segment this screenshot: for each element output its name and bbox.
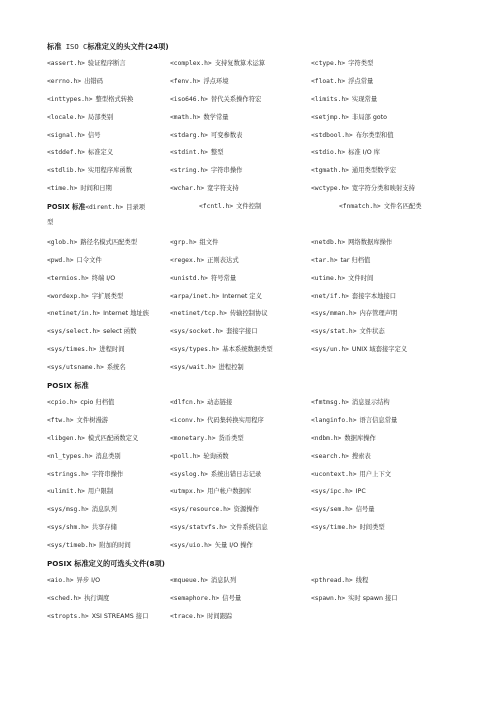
table-row: [47, 503, 467, 521]
header-desc: 字符串操作: [91, 470, 124, 478]
header-name: <termios.h>: [47, 274, 89, 282]
header-entry: [311, 450, 371, 464]
header-entry: [47, 325, 136, 339]
header-entry: [311, 468, 391, 482]
header-desc: Internet 地址族: [103, 310, 149, 318]
header-desc: 整型格式转换: [95, 95, 134, 103]
header-entry: [311, 75, 373, 89]
header-entry: [47, 468, 123, 482]
header-name: <strings.h>: [47, 470, 89, 478]
header-entry: [311, 432, 376, 446]
header-desc: select 函数: [103, 328, 137, 336]
header-desc: 时间类型: [359, 524, 385, 532]
header-desc: 消息类别: [95, 452, 121, 460]
header-desc: 轮询函数: [203, 452, 229, 460]
header-name: <assert.h>: [47, 60, 85, 67]
header-name: <tar.h>: [311, 256, 338, 264]
header-desc: Internet 定义: [222, 292, 262, 300]
table-row: [47, 75, 467, 93]
header-entry: [170, 468, 261, 482]
header-entry: [170, 432, 244, 446]
header-entry: [170, 236, 218, 250]
header-name: <libgen.h>: [47, 434, 85, 442]
heading-title: POSIX 标准: [47, 381, 89, 391]
header-entry: [170, 57, 265, 71]
header-name: <stdarg.h>: [170, 131, 208, 139]
header-desc: 正则表达式: [207, 256, 239, 264]
section-heading-posix-optional: [47, 557, 467, 574]
header-name: <sys/socket.h>: [170, 328, 224, 336]
header-desc: 基本系统数据类型: [222, 346, 273, 354]
header-name: <stdint.h>: [170, 149, 208, 157]
header-name: <iconv.h>: [170, 416, 205, 424]
header-entry: [311, 236, 392, 250]
header-entry: [311, 111, 387, 125]
header-desc: 目录项: [126, 204, 146, 212]
header-entry: [47, 432, 138, 446]
header-entry: [47, 57, 126, 71]
header-name: <cpio.h>: [47, 399, 78, 407]
header-name: <wchar.h>: [170, 185, 205, 193]
header-desc: 实用程序库函数: [87, 167, 132, 175]
header-desc: 文件树漫游: [76, 416, 109, 424]
header-entry: [311, 272, 373, 286]
header-entry: [170, 254, 239, 268]
header-entry: [47, 307, 149, 321]
header-desc: 用户帐户数据库: [207, 488, 252, 496]
header-entry: [170, 450, 229, 464]
header-desc: 局部类别: [87, 113, 114, 121]
table-row: [47, 361, 467, 379]
header-desc: 进程时间: [99, 346, 125, 354]
header-desc: 信号: [87, 131, 101, 139]
header-name: <monetary.h>: [170, 434, 216, 442]
header-entry: [47, 503, 117, 517]
header-entry: [170, 539, 253, 553]
header-desc: 口令文件: [76, 256, 102, 264]
header-table-posix-optional: [47, 574, 467, 628]
table-row: [47, 182, 467, 200]
header-name: <net/if.h>: [311, 292, 349, 300]
header-name: <sys/select.h>: [47, 328, 101, 336]
header-name: <sys/wait.h>: [170, 364, 216, 372]
header-entry: [170, 325, 258, 339]
header-name: <dirent.h>: [85, 204, 124, 212]
table-row: [47, 164, 467, 182]
header-desc: 替代关系操作符宏: [210, 95, 262, 103]
header-desc: 数学常量: [203, 113, 229, 121]
header-desc: 布尔类型和值: [355, 131, 394, 139]
header-desc: 执行调度: [84, 594, 110, 602]
header-entry: [311, 129, 393, 143]
header-name: <pthread.h>: [311, 577, 353, 585]
header-name: <netinet/in.h>: [47, 310, 101, 318]
header-name: <inttypes.h>: [47, 95, 93, 103]
header-name: <sys/msg.h>: [47, 506, 89, 514]
header-desc: 数据库操作: [344, 434, 376, 442]
header-name: <sys/ipc.h>: [311, 488, 353, 496]
header-desc: 符号常量: [210, 274, 237, 282]
header-entry: [170, 164, 242, 178]
header-name: <poll.h>: [170, 452, 201, 460]
posix-inline-label: POSIX 标准: [47, 203, 86, 212]
header-name: <aio.h>: [47, 577, 74, 585]
header-name: <stropts.h>: [47, 612, 89, 620]
header-desc: 网络数据库操作: [348, 238, 393, 246]
header-name: <stdbool.h>: [311, 131, 353, 139]
header-name: <setjmp.h>: [311, 113, 349, 121]
header-name: <sys/un.h>: [311, 346, 349, 354]
header-entry: [170, 574, 236, 588]
header-name: <string.h>: [170, 167, 208, 175]
header-entry: [47, 521, 117, 535]
header-desc: 字符类型: [348, 60, 374, 67]
heading-title: POSIX 标准定义的可选头文件: [47, 559, 147, 569]
header-name: <syslog.h>: [170, 470, 208, 478]
header-name: <grp.h>: [170, 238, 197, 246]
header-desc: 货币类型: [218, 434, 244, 442]
header-name: <pwd.h>: [47, 256, 74, 264]
header-name: <sys/shm.h>: [47, 524, 89, 532]
header-entry: [311, 343, 407, 357]
header-name: <unistd.h>: [170, 274, 208, 282]
document-page: [47, 40, 467, 628]
table-row: [47, 325, 467, 343]
header-name: <sched.h>: [47, 594, 82, 602]
header-entry: [170, 592, 241, 606]
header-desc: 套接字接口: [226, 328, 258, 336]
header-name: <netdb.h>: [311, 238, 346, 246]
table-row: [47, 290, 467, 308]
header-desc: 信号量: [222, 594, 242, 602]
header-desc: 线程: [355, 577, 369, 585]
header-entry: [311, 325, 385, 339]
table-row: [47, 592, 467, 610]
header-name: <ucontext.h>: [311, 470, 357, 478]
header-entry: [170, 610, 232, 624]
header-name: <sys/time.h>: [311, 524, 357, 532]
header-entry: [47, 592, 109, 606]
header-name: <stddef.h>: [47, 149, 85, 157]
header-desc: 字扩展类型: [91, 292, 124, 300]
header-name: <wordexp.h>: [47, 292, 89, 300]
header-name: <fmtmsg.h>: [311, 399, 349, 407]
header-name: <semaphore.h>: [170, 594, 220, 602]
header-name: <float.h>: [311, 77, 346, 85]
table-row: [47, 254, 467, 272]
header-desc: 可变参数表: [210, 131, 243, 139]
header-desc: 路径名模式匹配类型: [80, 238, 138, 246]
header-entry: [170, 485, 251, 499]
header-desc: 组文件: [199, 238, 219, 246]
header-desc: 浮点常量: [348, 77, 374, 85]
wrapped-text-tail: 型: [47, 219, 54, 227]
header-name: <sys/statvfs.h>: [170, 524, 227, 532]
header-entry: [170, 361, 244, 375]
header-desc: 文件系统信息: [229, 524, 268, 532]
header-name: <wctype.h>: [311, 185, 349, 193]
header-entry: [47, 574, 100, 588]
header-name: <time.h>: [47, 185, 78, 193]
header-name: <mqueue.h>: [170, 577, 208, 585]
header-name: <sys/uio.h>: [170, 542, 212, 550]
header-entry: [311, 396, 390, 410]
header-entry: [47, 450, 121, 464]
header-desc: 信号量: [355, 506, 375, 514]
header-name: <nl_types.h>: [47, 452, 93, 460]
header-entry: [47, 539, 131, 553]
header-entry: [47, 111, 113, 125]
header-desc: 时间跟踪: [207, 612, 233, 620]
table-row: [47, 468, 467, 486]
header-desc: 标准 I/O 库: [348, 149, 380, 157]
header-entry: [170, 129, 242, 143]
header-entry: [47, 396, 114, 410]
header-desc: 标准定义: [87, 149, 114, 157]
table-row: [47, 485, 467, 503]
header-desc: UNIX 域套接字定义: [351, 346, 408, 354]
header-name: <spawn.h>: [311, 594, 346, 602]
header-desc: 文件时间: [348, 274, 374, 282]
header-desc: cpio 归档值: [80, 399, 115, 407]
header-name: <sys/timeb.h>: [47, 542, 97, 550]
table-row: [47, 307, 467, 325]
header-desc: 支持复数算术运算: [214, 60, 266, 67]
header-entry: [47, 361, 126, 375]
heading-prefix: 标准: [47, 42, 62, 51]
table-row: [47, 539, 467, 557]
header-entry: [170, 182, 239, 196]
table-row: [47, 574, 467, 592]
header-desc: 系统出错日志记录: [210, 470, 262, 478]
heading-count: (24项): [144, 42, 169, 51]
header-desc: 内存管理声明: [359, 310, 398, 318]
header-desc: 文件控制: [236, 203, 262, 211]
table-row: [47, 414, 467, 432]
header-entry: [311, 254, 370, 268]
header-entry: [311, 93, 377, 107]
header-entry: [311, 146, 380, 160]
header-desc: 浮点环境: [203, 77, 229, 85]
header-entry: [47, 610, 148, 624]
header-entry: [311, 414, 397, 428]
header-name: <locale.h>: [47, 113, 85, 121]
header-name: <langinfo.h>: [311, 416, 357, 424]
header-name: <trace.h>: [170, 612, 205, 620]
header-entry: [170, 290, 262, 304]
table-row: [47, 521, 467, 539]
header-entry: [311, 485, 366, 499]
header-name: <sys/times.h>: [47, 346, 97, 354]
header-desc: 整型: [210, 149, 224, 157]
header-entry: [47, 414, 108, 428]
header-entry: [170, 414, 264, 428]
header-desc: 传输控制协议: [229, 310, 268, 318]
header-desc: 终端 I/O: [91, 274, 116, 282]
header-entry: [170, 396, 232, 410]
header-desc: 宽字符支持: [207, 185, 239, 193]
header-entry: [47, 164, 132, 178]
header-desc: 出错码: [84, 77, 104, 85]
table-row: [47, 236, 467, 254]
header-name: <ftw.h>: [47, 416, 74, 424]
header-desc: 共享存储: [91, 524, 117, 532]
header-entry: [170, 111, 229, 125]
header-name: <sys/sem.h>: [311, 506, 353, 514]
header-desc: 套接字本地接口: [351, 292, 396, 300]
table-row: [47, 272, 467, 290]
header-desc: 宽字符分类和映射支持: [351, 185, 415, 193]
header-name: <ctype.h>: [311, 60, 346, 67]
header-desc: IPC: [355, 488, 366, 496]
header-name: <regex.h>: [170, 256, 205, 264]
section-heading-posix: [47, 379, 467, 396]
header-entry: [47, 254, 102, 268]
header-desc: 进程控制: [218, 364, 244, 372]
header-entry: [311, 574, 368, 588]
header-name: <stdio.h>: [311, 149, 346, 157]
header-desc: 字符串操作: [210, 167, 243, 175]
header-desc: 用户上下文: [359, 470, 391, 478]
table-row: [47, 610, 467, 628]
header-entry: [311, 503, 375, 517]
heading-suffix: 标准定义的头文件: [87, 42, 145, 51]
header-name: <arpa/inet.h>: [170, 292, 220, 300]
header-name: <utime.h>: [311, 274, 346, 282]
header-entry: [47, 146, 113, 160]
header-table-iso-c: [47, 57, 467, 200]
header-name: <ulimit.h>: [47, 488, 85, 496]
header-entry: [47, 129, 101, 143]
header-entry: [47, 272, 115, 286]
header-desc: 系统名: [106, 364, 126, 372]
header-desc: 实现常量: [351, 95, 378, 103]
header-desc: 附加的时间: [99, 542, 131, 550]
table-row: [47, 146, 467, 164]
header-name: <sys/stat.h>: [311, 328, 357, 336]
header-entry: [170, 307, 268, 321]
header-entry: [311, 521, 385, 535]
header-desc: 消息队列: [210, 577, 237, 585]
header-desc: 实时 spawn 接口: [348, 594, 398, 602]
header-desc: 资源操作: [233, 506, 259, 514]
table-row: [47, 396, 467, 414]
header-desc: 验证程序断言: [87, 60, 126, 67]
header-name: <tgmath.h>: [311, 167, 349, 175]
header-entry: [311, 164, 396, 178]
header-entry: [170, 146, 224, 160]
header-name: <limits.h>: [311, 95, 349, 103]
table-row: [47, 111, 467, 129]
header-desc: 代码集转换实用程序: [207, 416, 264, 424]
header-entry: [170, 503, 259, 517]
header-name: <glob.h>: [47, 238, 78, 246]
header-entry: [311, 307, 397, 321]
header-desc: 时间和日期: [80, 185, 112, 193]
header-entry: [311, 290, 396, 304]
header-name: <fenv.h>: [170, 77, 201, 85]
table-row: [47, 343, 467, 361]
header-name: <complex.h>: [170, 60, 212, 67]
header-desc: 文件名匹配类: [383, 203, 422, 211]
header-desc: 模式匹配函数定义: [87, 434, 139, 442]
header-entry: [47, 290, 123, 304]
header-entry: [311, 182, 415, 196]
header-name: <sys/types.h>: [170, 346, 220, 354]
section-heading-iso-c: [47, 40, 467, 57]
header-table-posix: [47, 236, 467, 379]
header-entry: [47, 75, 103, 89]
header-name: <sys/utsname.h>: [47, 364, 104, 372]
header-desc: 矢量 I/O 操作: [214, 542, 253, 550]
header-entry: [170, 272, 236, 286]
header-name: <utmpx.h>: [170, 488, 205, 496]
header-desc: 文件状态: [359, 328, 385, 336]
header-name: <fnmatch.h>: [339, 203, 381, 211]
header-entry: [170, 75, 229, 89]
table-row: [47, 57, 467, 75]
header-name: <sys/resource.h>: [170, 506, 231, 514]
header-desc: 搜索表: [351, 452, 371, 460]
heading-ascii: ISO C: [61, 42, 88, 51]
header-table-posix-xsi: [47, 396, 467, 557]
header-entry: [47, 485, 113, 499]
header-entry: [47, 236, 137, 250]
header-name: <ndbm.h>: [311, 434, 342, 442]
header-entry: [170, 343, 273, 357]
header-desc: 用户限制: [87, 488, 114, 496]
table-row: [47, 93, 467, 111]
header-desc: 消息队列: [91, 506, 117, 514]
table-row: [47, 129, 467, 147]
header-desc: 非局部 goto: [351, 113, 387, 121]
header-entry: [311, 57, 373, 71]
header-desc: 语言信息常量: [359, 416, 398, 424]
header-name: <math.h>: [170, 113, 201, 121]
header-name: <dlfcn.h>: [170, 399, 205, 407]
header-desc: XSI STREAMS 接口: [91, 612, 149, 620]
header-entry: [170, 93, 261, 107]
header-name: <iso646.h>: [170, 95, 208, 103]
table-row: [47, 450, 467, 468]
heading-count: (8项): [146, 559, 165, 569]
header-entry: [170, 521, 268, 535]
header-entry: [47, 93, 133, 107]
header-name: <sys/mman.h>: [311, 310, 357, 318]
header-entry: [311, 592, 398, 606]
header-desc: 消息显示结构: [351, 399, 390, 407]
header-entry: [47, 182, 112, 196]
header-name: <netinet/tcp.h>: [170, 310, 227, 318]
header-name: <signal.h>: [47, 131, 85, 139]
header-entry: [47, 343, 124, 357]
header-desc: 异步 I/O: [76, 577, 101, 585]
header-desc: 通用类型数学宏: [351, 167, 396, 175]
header-name: <errno.h>: [47, 77, 82, 85]
header-desc: 动态链接: [207, 399, 233, 407]
header-name: <search.h>: [311, 452, 349, 460]
posix-inline-row: [47, 200, 467, 218]
header-desc: tar 归档值: [340, 256, 371, 264]
header-name: <stdlib.h>: [47, 167, 85, 175]
table-row: [47, 432, 467, 450]
header-name: <fcntl.h>: [199, 203, 234, 211]
